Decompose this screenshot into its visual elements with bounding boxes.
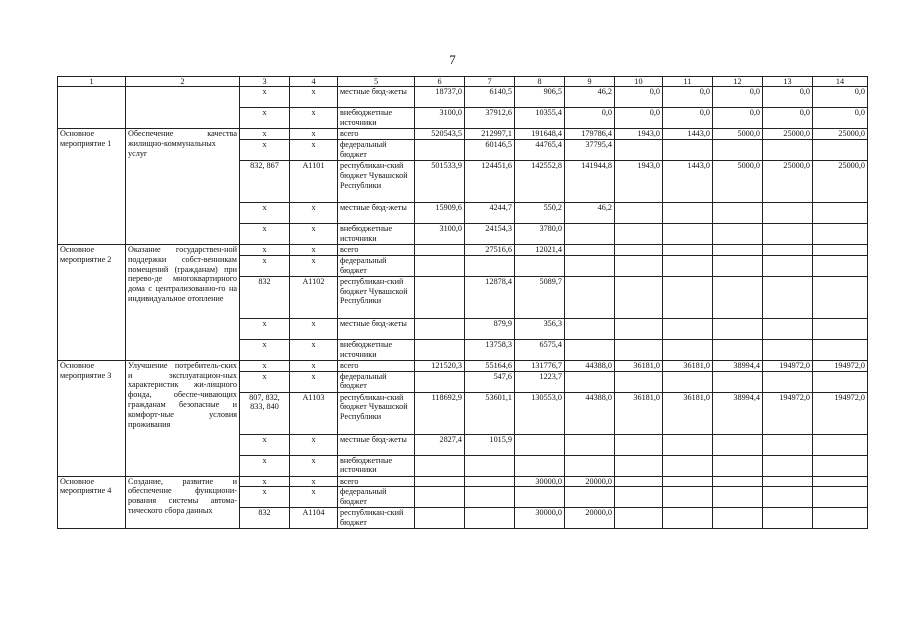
value-cell-col-8: 3780,0 <box>515 223 565 244</box>
value-cell-col-6 <box>415 371 465 392</box>
value-cell-col-9: 0,0 <box>565 108 615 129</box>
value-cell-col-9: 20000,0 <box>565 508 615 529</box>
value-cell-col-14 <box>813 244 868 255</box>
value-cell-col-13 <box>763 476 813 487</box>
code-cell: х <box>240 87 290 108</box>
value-cell-col-11 <box>663 339 713 360</box>
value-cell-col-12 <box>713 434 763 455</box>
funding-source-cell: федеральный бюджет <box>338 371 415 392</box>
page-number: 7 <box>449 52 456 67</box>
column-header-7: 7 <box>465 77 515 87</box>
column-header-4: 4 <box>290 77 338 87</box>
value-cell-col-13: 194972,0 <box>763 392 813 434</box>
value-cell-col-13: 25000,0 <box>763 160 813 202</box>
value-cell-col-7: 547,6 <box>465 371 515 392</box>
code-cell: 807, 832, 833, 840 <box>240 392 290 434</box>
value-cell-col-14: 194972,0 <box>813 392 868 434</box>
funding-source-cell: республикан-ский бюджет Чувашской Республики <box>338 160 415 202</box>
funding-source-cell: всего <box>338 129 415 140</box>
value-cell-col-9 <box>565 318 615 339</box>
value-cell-col-7: 879,9 <box>465 318 515 339</box>
value-cell-col-12 <box>713 508 763 529</box>
value-cell-col-13 <box>763 339 813 360</box>
column-header-8: 8 <box>515 77 565 87</box>
value-cell-col-12: 38994,4 <box>713 360 763 371</box>
event-name-cell <box>126 87 240 129</box>
value-cell-col-6: 3100,0 <box>415 223 465 244</box>
funding-source-cell: всего <box>338 244 415 255</box>
value-cell-col-6 <box>415 339 465 360</box>
value-cell-col-6: 3100,0 <box>415 108 465 129</box>
column-header-10: 10 <box>615 77 663 87</box>
funding-source-cell: республикан-ский бюджет Чувашской Республики <box>338 392 415 434</box>
event-name-cell: Обеспечение качества жилищно-коммунальных услуг <box>126 129 240 245</box>
value-cell-col-9 <box>565 455 615 476</box>
article-code-cell: А1103 <box>290 392 338 434</box>
value-cell-col-11 <box>663 434 713 455</box>
value-cell-col-11 <box>663 455 713 476</box>
value-cell-col-12 <box>713 202 763 223</box>
value-cell-col-13 <box>763 318 813 339</box>
value-cell-col-11: 1443,0 <box>663 129 713 140</box>
funding-source-cell: всего <box>338 476 415 487</box>
value-cell-col-14 <box>813 339 868 360</box>
value-cell-col-12: 5000,0 <box>713 160 763 202</box>
code-cell: 832, 867 <box>240 160 290 202</box>
value-cell-col-10: 1943,0 <box>615 160 663 202</box>
value-cell-col-7 <box>465 255 515 276</box>
article-code-cell: х <box>290 487 338 508</box>
article-code-cell: х <box>290 129 338 140</box>
value-cell-col-13: 0,0 <box>763 87 813 108</box>
value-cell-col-7: 4244,7 <box>465 202 515 223</box>
article-code-cell: х <box>290 244 338 255</box>
value-cell-col-14: 194972,0 <box>813 360 868 371</box>
value-cell-col-14: 0,0 <box>813 108 868 129</box>
value-cell-col-11 <box>663 487 713 508</box>
value-cell-col-8: 130553,0 <box>515 392 565 434</box>
value-cell-col-7: 53601,1 <box>465 392 515 434</box>
article-code-cell: А1101 <box>290 160 338 202</box>
value-cell-col-8: 30000,0 <box>515 508 565 529</box>
value-cell-col-10: 0,0 <box>615 108 663 129</box>
value-cell-col-13 <box>763 223 813 244</box>
column-header-6: 6 <box>415 77 465 87</box>
value-cell-col-6 <box>415 244 465 255</box>
header-row <box>58 77 868 87</box>
value-cell-col-9 <box>565 255 615 276</box>
value-cell-col-11 <box>663 139 713 160</box>
value-cell-col-14 <box>813 371 868 392</box>
value-cell-col-6 <box>415 255 465 276</box>
value-cell-col-8: 191648,4 <box>515 129 565 140</box>
article-code-cell: х <box>290 139 338 160</box>
value-cell-col-13 <box>763 202 813 223</box>
code-cell: х <box>240 255 290 276</box>
value-cell-col-10 <box>615 139 663 160</box>
funding-source-cell: республикан-ский бюджет <box>338 508 415 529</box>
value-cell-col-8: 30000,0 <box>515 476 565 487</box>
funding-source-cell: местные бюд-жеты <box>338 318 415 339</box>
value-cell-col-14 <box>813 255 868 276</box>
table-row <box>58 87 868 108</box>
value-cell-col-11: 0,0 <box>663 87 713 108</box>
value-cell-col-7: 6140,5 <box>465 87 515 108</box>
funding-source-cell: всего <box>338 360 415 371</box>
value-cell-col-14 <box>813 139 868 160</box>
code-cell: х <box>240 487 290 508</box>
table-body <box>58 87 868 529</box>
value-cell-col-10 <box>615 318 663 339</box>
value-cell-col-14 <box>813 434 868 455</box>
value-cell-col-12 <box>713 487 763 508</box>
article-code-cell: х <box>290 476 338 487</box>
value-cell-col-7: 12878,4 <box>465 276 515 318</box>
value-cell-col-8: 131776,7 <box>515 360 565 371</box>
event-name-cell: Оказание государствен-ной поддержки собст-венникам помещений (гражданам) при перево-де многоквартирного дома с централизованно-го на индивидуальное отопление <box>126 244 240 360</box>
event-title-cell <box>58 87 126 129</box>
value-cell-col-9 <box>565 487 615 508</box>
value-cell-col-10 <box>615 276 663 318</box>
value-cell-col-8: 44765,4 <box>515 139 565 160</box>
value-cell-col-12: 0,0 <box>713 108 763 129</box>
value-cell-col-6 <box>415 476 465 487</box>
value-cell-col-9 <box>565 244 615 255</box>
value-cell-col-11 <box>663 476 713 487</box>
funding-source-cell: федеральный бюджет <box>338 255 415 276</box>
value-cell-col-7: 60146,5 <box>465 139 515 160</box>
code-cell: 832 <box>240 276 290 318</box>
value-cell-col-8 <box>515 455 565 476</box>
code-cell: х <box>240 339 290 360</box>
value-cell-col-6: 18737,0 <box>415 87 465 108</box>
value-cell-col-9: 20000,0 <box>565 476 615 487</box>
funding-source-cell: внебюджетные источники <box>338 455 415 476</box>
value-cell-col-12 <box>713 476 763 487</box>
value-cell-col-9: 37795,4 <box>565 139 615 160</box>
value-cell-col-10 <box>615 223 663 244</box>
value-cell-col-13 <box>763 255 813 276</box>
value-cell-col-13 <box>763 244 813 255</box>
value-cell-col-11 <box>663 223 713 244</box>
value-cell-col-7: 212997,1 <box>465 129 515 140</box>
funding-source-cell: республикан-ский бюджет Чувашской Республики <box>338 276 415 318</box>
value-cell-col-7: 27516,6 <box>465 244 515 255</box>
value-cell-col-6: 501533,9 <box>415 160 465 202</box>
value-cell-col-10: 1943,0 <box>615 129 663 140</box>
value-cell-col-8: 6575,4 <box>515 339 565 360</box>
value-cell-col-10: 0,0 <box>615 87 663 108</box>
value-cell-col-12 <box>713 339 763 360</box>
event-title-cell: Основное мероприятие 2 <box>58 244 126 360</box>
value-cell-col-14: 25000,0 <box>813 160 868 202</box>
article-code-cell: х <box>290 108 338 129</box>
code-cell: х <box>240 360 290 371</box>
value-cell-col-11: 36181,0 <box>663 392 713 434</box>
value-cell-col-6: 118692,9 <box>415 392 465 434</box>
value-cell-col-14: 0,0 <box>813 87 868 108</box>
funding-source-cell: местные бюд-жеты <box>338 434 415 455</box>
funding-source-cell: внебюджетные источники <box>338 339 415 360</box>
value-cell-col-7 <box>465 476 515 487</box>
article-code-cell: х <box>290 434 338 455</box>
event-title-cell: Основное мероприятие 4 <box>58 476 126 529</box>
article-code-cell: х <box>290 339 338 360</box>
value-cell-col-10 <box>615 476 663 487</box>
value-cell-col-12: 0,0 <box>713 87 763 108</box>
value-cell-col-6 <box>415 508 465 529</box>
value-cell-col-14 <box>813 476 868 487</box>
value-cell-col-8: 5089,7 <box>515 276 565 318</box>
article-code-cell: х <box>290 223 338 244</box>
value-cell-col-7: 13758,3 <box>465 339 515 360</box>
budget-table <box>57 76 868 529</box>
value-cell-col-10 <box>615 487 663 508</box>
value-cell-col-8: 10355,4 <box>515 108 565 129</box>
value-cell-col-14 <box>813 276 868 318</box>
value-cell-col-7: 24154,3 <box>465 223 515 244</box>
value-cell-col-9 <box>565 276 615 318</box>
code-cell: х <box>240 244 290 255</box>
value-cell-col-8: 1223,7 <box>515 371 565 392</box>
value-cell-col-8 <box>515 255 565 276</box>
column-header-3: 3 <box>240 77 290 87</box>
code-cell: 832 <box>240 508 290 529</box>
column-header-9: 9 <box>565 77 615 87</box>
value-cell-col-9: 46,2 <box>565 202 615 223</box>
value-cell-col-11: 36181,0 <box>663 360 713 371</box>
column-header-5: 5 <box>338 77 415 87</box>
code-cell: х <box>240 202 290 223</box>
value-cell-col-7 <box>465 508 515 529</box>
value-cell-col-6 <box>415 487 465 508</box>
value-cell-col-7 <box>465 487 515 508</box>
value-cell-col-14: 25000,0 <box>813 129 868 140</box>
value-cell-col-10 <box>615 339 663 360</box>
code-cell: х <box>240 371 290 392</box>
value-cell-col-7: 37912,6 <box>465 108 515 129</box>
code-cell: х <box>240 139 290 160</box>
code-cell: х <box>240 455 290 476</box>
value-cell-col-7: 124451,6 <box>465 160 515 202</box>
value-cell-col-6: 121520,3 <box>415 360 465 371</box>
article-code-cell: х <box>290 202 338 223</box>
value-cell-col-12 <box>713 223 763 244</box>
value-cell-col-6: 520543,5 <box>415 129 465 140</box>
value-cell-col-10 <box>615 508 663 529</box>
article-code-cell: х <box>290 255 338 276</box>
value-cell-col-10 <box>615 244 663 255</box>
value-cell-col-12: 38994,4 <box>713 392 763 434</box>
value-cell-col-13 <box>763 487 813 508</box>
table-row <box>58 244 868 255</box>
table-row <box>58 360 868 371</box>
value-cell-col-14 <box>813 223 868 244</box>
article-code-cell: А1102 <box>290 276 338 318</box>
funding-source-cell: внебюджетные источники <box>338 223 415 244</box>
value-cell-col-6: 15909,6 <box>415 202 465 223</box>
funding-source-cell: федеральный бюджет <box>338 139 415 160</box>
value-cell-col-9 <box>565 223 615 244</box>
article-code-cell: х <box>290 371 338 392</box>
value-cell-col-9 <box>565 434 615 455</box>
value-cell-col-12: 5000,0 <box>713 129 763 140</box>
value-cell-col-14 <box>813 318 868 339</box>
value-cell-col-12 <box>713 455 763 476</box>
value-cell-col-10 <box>615 434 663 455</box>
value-cell-col-10 <box>615 202 663 223</box>
value-cell-col-9 <box>565 371 615 392</box>
event-title-cell: Основное мероприятие 3 <box>58 360 126 476</box>
value-cell-col-10 <box>615 255 663 276</box>
value-cell-col-8 <box>515 434 565 455</box>
value-cell-col-11 <box>663 318 713 339</box>
value-cell-col-12 <box>713 371 763 392</box>
article-code-cell: х <box>290 318 338 339</box>
value-cell-col-12 <box>713 139 763 160</box>
value-cell-col-7 <box>465 455 515 476</box>
value-cell-col-9: 44388,0 <box>565 392 615 434</box>
value-cell-col-8 <box>515 487 565 508</box>
value-cell-col-14 <box>813 487 868 508</box>
column-header-13: 13 <box>763 77 813 87</box>
value-cell-col-10 <box>615 371 663 392</box>
value-cell-col-13 <box>763 455 813 476</box>
value-cell-col-13 <box>763 276 813 318</box>
value-cell-col-11 <box>663 202 713 223</box>
funding-source-cell: внебюджетные источники <box>338 108 415 129</box>
code-cell: х <box>240 476 290 487</box>
value-cell-col-9: 46,2 <box>565 87 615 108</box>
value-cell-col-10: 36181,0 <box>615 392 663 434</box>
value-cell-col-14 <box>813 202 868 223</box>
funding-source-cell: федеральный бюджет <box>338 487 415 508</box>
value-cell-col-11: 1443,0 <box>663 160 713 202</box>
funding-source-cell: местные бюд-жеты <box>338 87 415 108</box>
code-cell: х <box>240 223 290 244</box>
value-cell-col-9: 44388,0 <box>565 360 615 371</box>
table-row <box>58 129 868 140</box>
value-cell-col-11 <box>663 276 713 318</box>
value-cell-col-7: 55164,6 <box>465 360 515 371</box>
value-cell-col-11 <box>663 371 713 392</box>
article-code-cell: х <box>290 360 338 371</box>
value-cell-col-9: 179786,4 <box>565 129 615 140</box>
value-cell-col-13 <box>763 139 813 160</box>
article-code-cell: х <box>290 87 338 108</box>
value-cell-col-12 <box>713 276 763 318</box>
value-cell-col-13 <box>763 371 813 392</box>
value-cell-col-6: 2827,4 <box>415 434 465 455</box>
column-header-14: 14 <box>813 77 868 87</box>
value-cell-col-8: 12021,4 <box>515 244 565 255</box>
column-header-2: 2 <box>126 77 240 87</box>
value-cell-col-6 <box>415 455 465 476</box>
value-cell-col-14 <box>813 508 868 529</box>
value-cell-col-7: 1015,9 <box>465 434 515 455</box>
value-cell-col-14 <box>813 455 868 476</box>
value-cell-col-12 <box>713 255 763 276</box>
value-cell-col-8: 356,3 <box>515 318 565 339</box>
value-cell-col-8: 550,2 <box>515 202 565 223</box>
table-row <box>58 476 868 487</box>
value-cell-col-12 <box>713 244 763 255</box>
code-cell: х <box>240 108 290 129</box>
value-cell-col-13: 0,0 <box>763 108 813 129</box>
value-cell-col-12 <box>713 318 763 339</box>
value-cell-col-8: 906,5 <box>515 87 565 108</box>
value-cell-col-13 <box>763 508 813 529</box>
event-name-cell: Создание, развитие и обеспечение функциони-рования системы автома-тического сбора данных <box>126 476 240 529</box>
column-header-11: 11 <box>663 77 713 87</box>
column-header-12: 12 <box>713 77 763 87</box>
value-cell-col-13 <box>763 434 813 455</box>
article-code-cell: х <box>290 455 338 476</box>
value-cell-col-13: 194972,0 <box>763 360 813 371</box>
code-cell: х <box>240 318 290 339</box>
value-cell-col-8: 142552,8 <box>515 160 565 202</box>
code-cell: х <box>240 434 290 455</box>
value-cell-col-11 <box>663 255 713 276</box>
value-cell-col-6 <box>415 276 465 318</box>
value-cell-col-10: 36181,0 <box>615 360 663 371</box>
value-cell-col-10 <box>615 455 663 476</box>
value-cell-col-11 <box>663 508 713 529</box>
value-cell-col-6 <box>415 318 465 339</box>
code-cell: х <box>240 129 290 140</box>
value-cell-col-9: 141944,8 <box>565 160 615 202</box>
value-cell-col-6 <box>415 139 465 160</box>
value-cell-col-11: 0,0 <box>663 108 713 129</box>
value-cell-col-13: 25000,0 <box>763 129 813 140</box>
event-name-cell: Улучшение потребитель-ских и эксплуатацион-ных характеристик жи-лищного фонда, обеспе-чивающих гражданам безопасные и комфорт-ные условия проживания <box>126 360 240 476</box>
event-title-cell: Основное мероприятие 1 <box>58 129 126 245</box>
funding-source-cell: местные бюд-жеты <box>338 202 415 223</box>
column-header-1: 1 <box>58 77 126 87</box>
value-cell-col-9 <box>565 339 615 360</box>
value-cell-col-11 <box>663 244 713 255</box>
article-code-cell: А1104 <box>290 508 338 529</box>
